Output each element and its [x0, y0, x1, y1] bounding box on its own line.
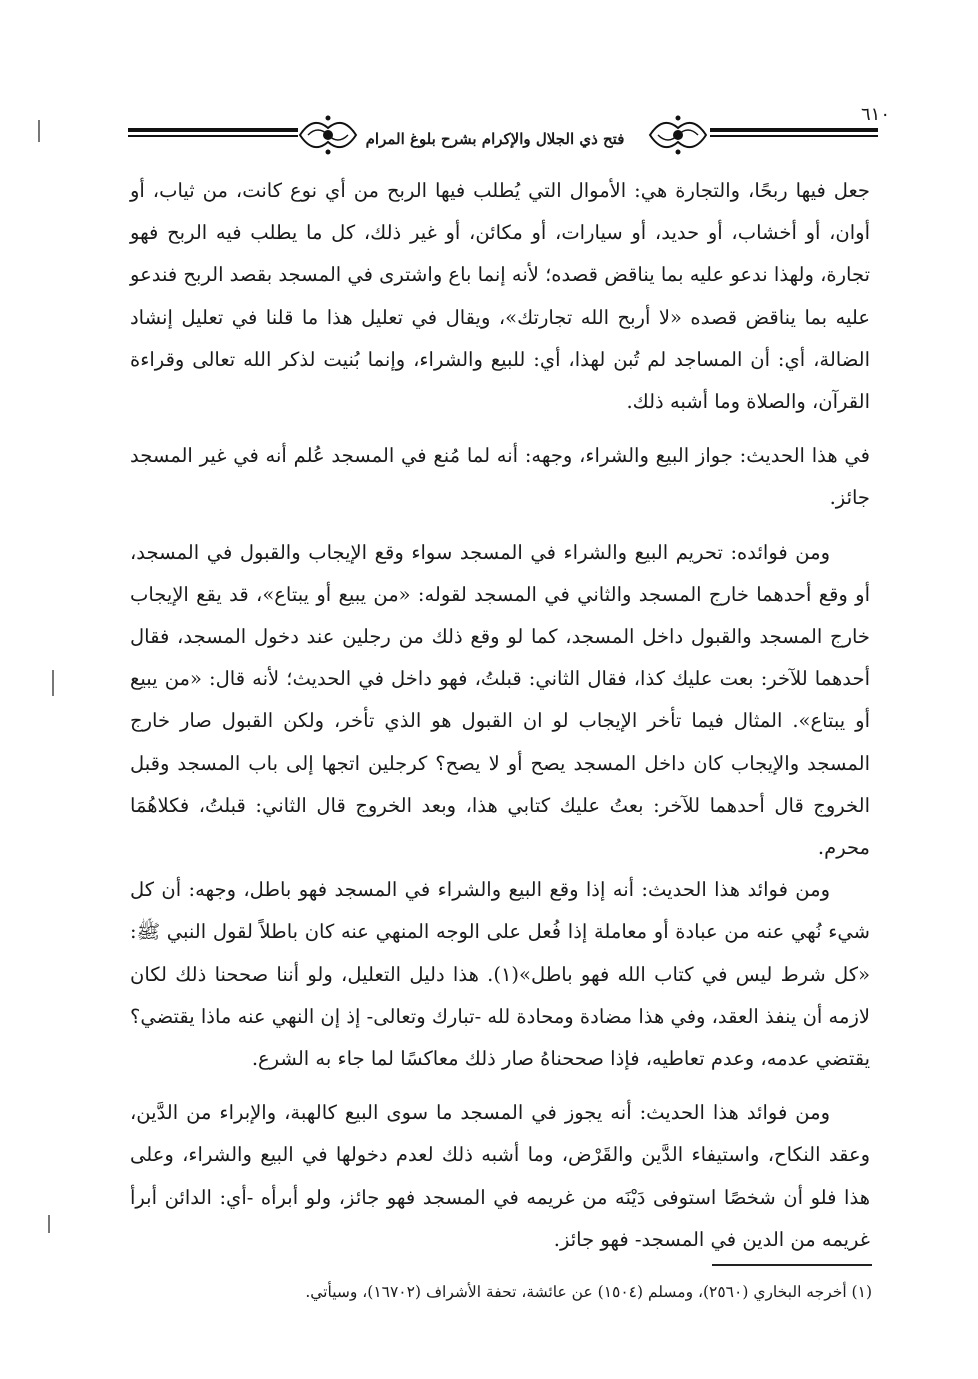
main-text	[130, 170, 870, 1261]
header-rule-left-thin	[128, 135, 298, 137]
header-rule-right-thin	[710, 135, 878, 137]
right-ornament-icon	[648, 110, 708, 160]
paragraph: ومن فوائد هذا الحديث: أنه إذا وقع البيع والشراء في المسجد فهو باطل، وجهه: أن كل شيء نُهي عنه من عبادة أو معاملة إذا فُعل على الوجه المنهي عنه كان باطلاً لقول النبي ﷺ: «كل شرط ليس في كتاب الله فهو باطل»(١). هذا دليل التعليل، ولو أننا صححنا ذلك لكان لازمه أن ينفذ العقد، وفي هذا مضادة ومحادة لله -تبارك وتعالى- إذ إن النهي عنه ماذا يقتضي؟ يقتضي عدمه، وعدم تعاطيه، فإذا صححناهُ صار ذلك معاكسًا لما جاء به الشرع.	[130, 878, 871, 1071]
paragraph: ومن فوائد هذا الحديث: أنه يجوز في المسجد ما سوى البيع كالهبة، والإبراء من الدَّين، وعقد النكاح، واستيفاء الدَّين والقَرْض، وما أشبه ذلك لعدم دخولها في البيع والشراء، وعلى هذا فلو أن شخصًا استوفى دَيْنَه من غريمه في المسجد فهو جائز، ولو أبرأه -أي: الدائن أبرأ غريمه من الدين في المسجد- فهو جائز.	[130, 1101, 870, 1251]
left-ornament-icon	[298, 110, 358, 160]
margin-mark	[48, 1215, 50, 1233]
header-rule-left	[128, 128, 298, 132]
margin-mark	[52, 670, 54, 696]
running-header	[128, 104, 890, 164]
book-title: فتح ذي الجلال والإكرام بشرح بلوغ المرام	[365, 130, 625, 148]
margin-mark	[38, 120, 40, 142]
footnote-separator	[712, 1264, 872, 1266]
page-number: ٦١٠	[860, 104, 890, 125]
paragraph: جعل فيها ربحًا، والتجارة هي: الأموال التي يُطلب فيها الربح من أي نوع كانت، من ثياب، أو أوان، أو أخشاب، أو حديد، أو سيارات، أو مكائن، أو غير ذلك، كل ما يطلب فيه الربح فهو تجارة، ولهذا ندعو عليه بما يناقض قصده؛ لأنه إنما باع واشترى في المسجد بقصد الربح فندعو عليه بما يناقض قصده «لا أربح الله تجارتك»، ويقال في تعليل هذا ما قلنا في تعليل إنشاد الضالة، أي: أن المساجد لم تُبن لهذا، أي: للبيع والشراء، وإنما بُنيت لذكر الله تعالى وقراءة القرآن، والصلاة وما أشبه ذلك.	[130, 179, 870, 414]
paragraph: في هذا الحديث: جواز البيع والشراء، وجهه: أنه لما مُنع في المسجد عُلم أنه في غير المسجد جائز.	[130, 444, 870, 510]
paragraph: ومن فوائده: تحريم البيع والشراء في المسجد سواء وقع الإيجاب والقبول في المسجد، أو وقع أحدهما خارج المسجد والثاني في المسجد لقوله: «من يبيع أو يبتاع»، قد يقع الإيجاب خارج المسجد والقبول داخل المسجد، كما لو وقع ذلك من رجلين عند دخول المسجد، فقال أحدهما للآخر: بعت عليك كذا، فقال الثاني: قبلتُ، فهو داخل في الحديث؛ لأنه قال: «من يبيع أو يبتاع». المثال فيما تأخر الإيجاب لو ان القبول هو الذي تأخر، ولكن القبول صار خارج المسجد والإيجاب كان داخل المسجد يصح أو لا يصح؟ كرجلين اتجها إلى باب المسجد وقبل الخروج قال أحدهما للآخر: بعتُ عليك كتابي هذا، وبعد الخروج قال الثاني: قبلتُ، فكلاهُمَا محرم.	[130, 540, 870, 860]
footnote: (١) أخرجه البخاري (٢٥٦٠)، ومسلم (١٥٠٤) عن عائشة، تحفة الأشراف (١٦٧٠٢)، وسيأتي.	[305, 1283, 872, 1301]
header-rule-right	[710, 128, 878, 132]
